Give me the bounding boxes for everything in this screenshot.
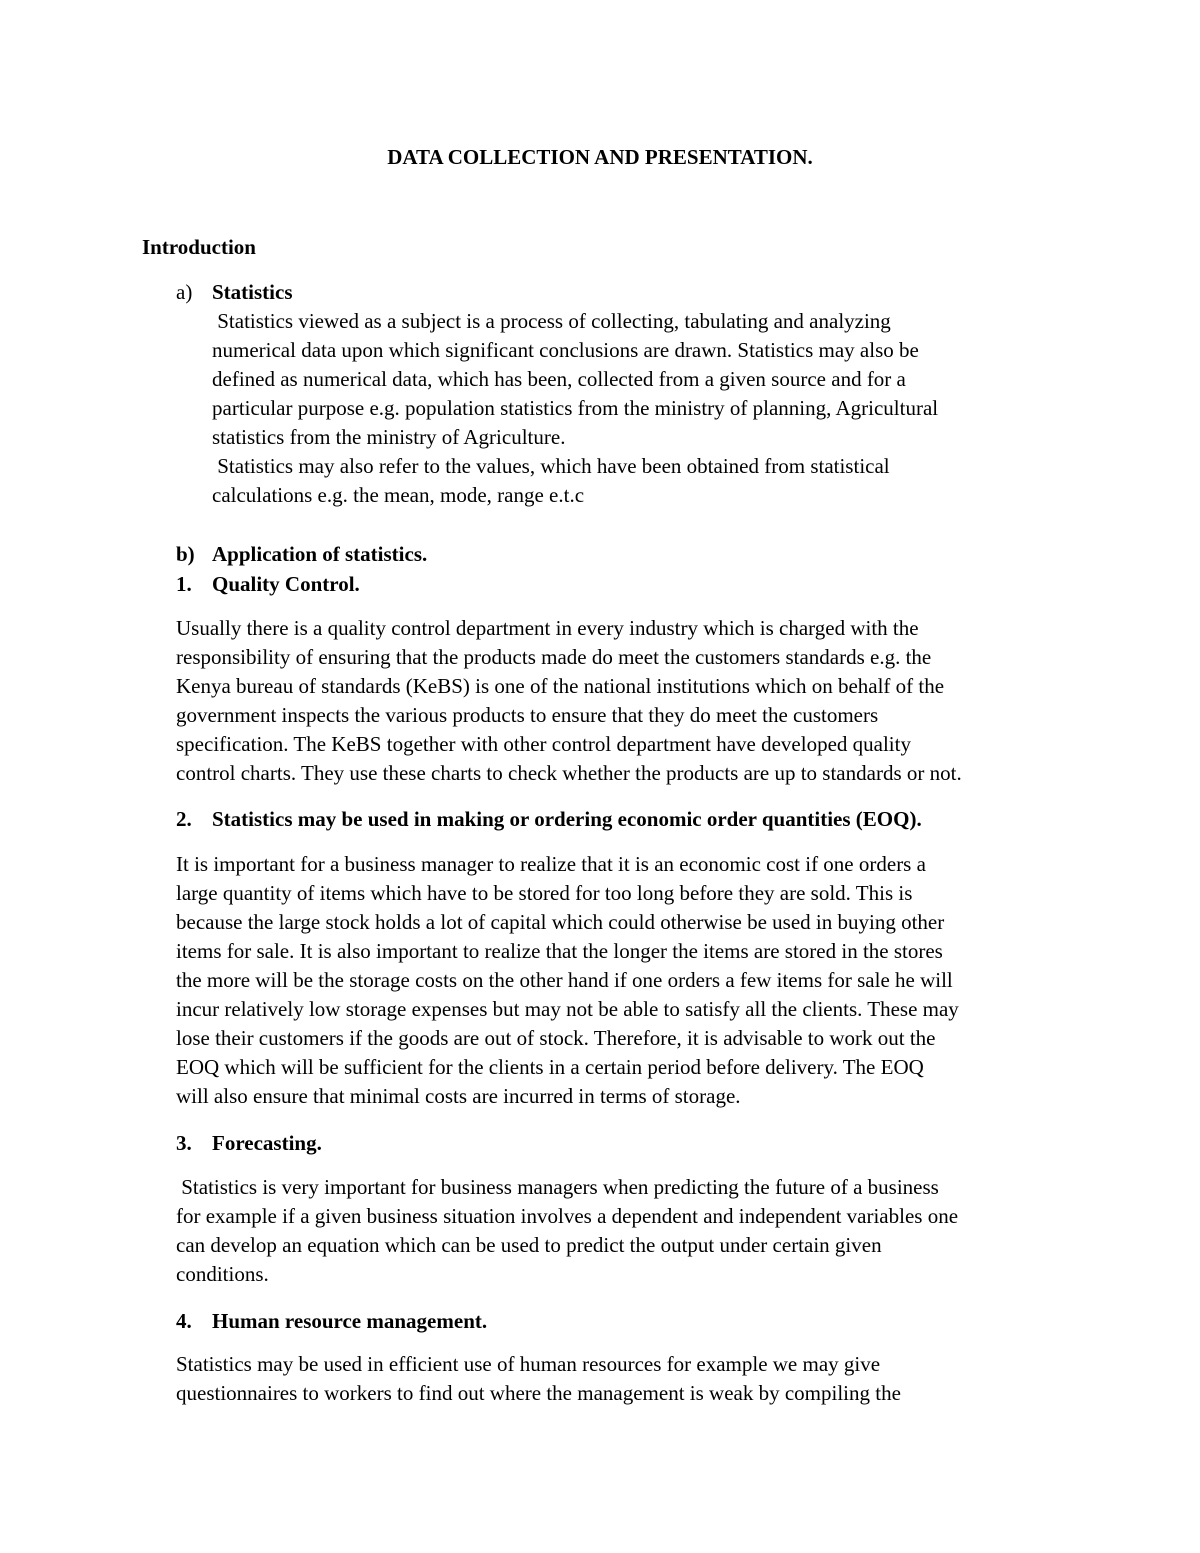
paragraph-line: EOQ which will be sufficient for the clients in a certain period before delivery. The EOQ (176, 1055, 924, 1079)
paragraph-line: numerical data upon which significant conclusions are drawn. Statistics may also be (212, 338, 919, 362)
paragraph-line: for example if a given business situation involves a dependent and independent variables one (176, 1204, 959, 1228)
section-a-marker: a) (176, 280, 193, 304)
paragraph-line: will also ensure that minimal costs are incurred in terms of storage. (176, 1084, 741, 1108)
introduction-heading: Introduction (142, 235, 256, 259)
item-3-paragraph (176, 1173, 958, 1289)
paragraph-line: the more will be the storage costs on the other hand if one orders a few items for sale he will (176, 968, 953, 992)
paragraph-line: lose their customers if the goods are out of stock. Therefore, it is advisable to work out the (176, 1026, 936, 1050)
paragraph-line: Statistics is very important for business managers when predicting the future of a business (176, 1175, 939, 1199)
paragraph-line: defined as numerical data, which has been, collected from a given source and for a (212, 367, 906, 391)
paragraph-line: responsibility of ensuring that the products made do meet the customers standards e.g. the (176, 645, 932, 669)
paragraph-line: government inspects the various products to ensure that they do meet the customers (176, 703, 879, 727)
item-1-paragraph (176, 614, 962, 788)
paragraph-line: can develop an equation which can be used to predict the output under certain given (176, 1233, 882, 1257)
document-title: DATA COLLECTION AND PRESENTATION. (387, 145, 813, 169)
item-1-number: 1. (176, 572, 192, 596)
paragraph-line: It is important for a business manager to realize that it is an economic cost if one orders a (176, 852, 926, 876)
paragraph-line: conditions. (176, 1262, 269, 1286)
section-b-marker: b) (176, 542, 195, 566)
paragraph-line: specification. The KeBS together with other control department have developed quality (176, 732, 911, 756)
paragraph-line: Kenya bureau of standards (KeBS) is one of the national institutions which on behalf of the (176, 674, 945, 698)
paragraph-line: large quantity of items which have to be stored for too long before they are sold. This is (176, 881, 913, 905)
paragraph-line: Usually there is a quality control department in every industry which is charged with the (176, 616, 919, 640)
paragraph-line: control charts. They use these charts to check whether the products are up to standards or not. (176, 761, 962, 785)
section-b-heading: Application of statistics. (212, 542, 428, 566)
paragraph-line: statistics from the ministry of Agriculture. (212, 425, 566, 449)
section-a-heading: Statistics (212, 280, 293, 304)
item-4-paragraph (176, 1350, 901, 1408)
item-4-number: 4. (176, 1309, 192, 1333)
item-2-heading: Statistics may be used in making or ordering economic order quantities (EOQ). (212, 807, 922, 831)
paragraph-line: calculations e.g. the mean, mode, range e.t.c (212, 483, 585, 507)
paragraph-line: particular purpose e.g. population statistics from the ministry of planning, Agricultural (212, 396, 939, 420)
paragraph-line: Statistics viewed as a subject is a process of collecting, tabulating and analyzing (212, 309, 891, 333)
item-4-heading: Human resource management. (212, 1309, 488, 1333)
paragraph-line: Statistics may be used in efficient use of human resources for example we may give (176, 1352, 881, 1376)
item-2-number: 2. (176, 807, 192, 831)
item-2-paragraph (176, 850, 959, 1111)
paragraph-line: items for sale. It is also important to realize that the longer the items are stored in the stores (176, 939, 943, 963)
item-1-heading: Quality Control. (212, 572, 360, 596)
paragraph-line: because the large stock holds a lot of capital which could otherwise be used in buying other (176, 910, 945, 934)
item-3-number: 3. (176, 1131, 192, 1155)
paragraph-line: Statistics may also refer to the values, which have been obtained from statistical (212, 454, 890, 478)
section-a-paragraph (212, 307, 938, 510)
paragraph-line: incur relatively low storage expenses but may not be able to satisfy all the clients. These may (176, 997, 959, 1021)
item-3-heading: Forecasting. (212, 1131, 322, 1155)
paragraph-line: questionnaires to workers to find out where the management is weak by compiling the (176, 1381, 901, 1405)
